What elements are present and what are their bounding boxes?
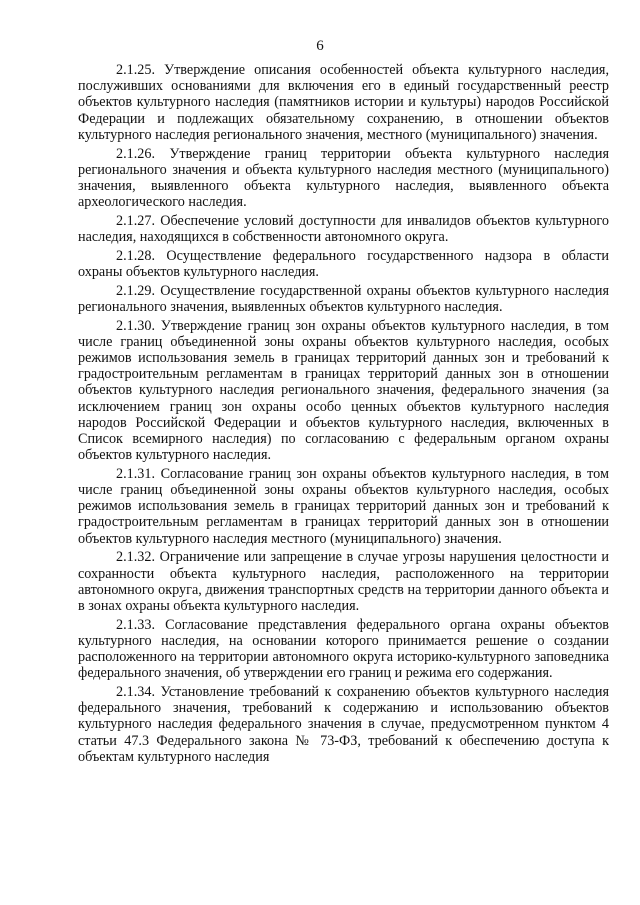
document-body [78,62,609,768]
paragraph-2-1-31: 2.1.31. Согласование границ зон охраны объектов культурного наследия, в том числе границ объединенной зоны охраны объектов культурного наследия, особых режимов использования земель в границах территорий данных зон и требований к градостроительным регламентам в границах территорий данных зон в отношении объектов культурного наследия местного (муниципального) значения. [78,465,609,547]
paragraph-2-1-26: 2.1.26. Утверждение границ территории объекта культурного наследия регионального значения и объекта культурного наследия местного (муниципального) значения, выявленного объекта культурного наследия, выявленного объекта археологического наследия. [78,145,609,211]
paragraph-2-1-25: 2.1.25. Утверждение описания особенностей объекта культурного наследия, послуживших основаниями для включения его в единый государственный реестр объектов культурного наследия (памятников истории и культуры) народов Российской Федерации и подлежащих обязательному сохранению, в отношении объектов культурного наследия регионального значения, местного (муниципального) значения. [78,62,609,143]
paragraph-2-1-28: 2.1.28. Осуществление федерального государственного надзора в области охраны объектов культурного наследия. [78,247,609,280]
paragraph-2-1-34: 2.1.34. Установление требований к сохранению объектов культурного наследия федерального значения, требований к содержанию и использованию объектов культурного наследия федерального значения в случае, предусмотренном пунктом 4 статьи 47.3 Федерального закона № 73-ФЗ, требований к обеспечению доступа к объектам культурного наследия [78,684,609,765]
paragraph-2-1-33: 2.1.33. Согласование представления федерального органа охраны объектов культурного наследия, на основании которого принимается решение о создании расположенного на территории автономного округа историко-культурного заповедника федерального значения, об утверждении его границ и режима его содержания. [78,616,609,682]
paragraph-2-1-32: 2.1.32. Ограничение или запрещение в случае угрозы нарушения целостности и сохранности объекта культурного наследия, расположенного на территории автономного округа, движения транспортных средств на территории данного объекта и в зонах охраны объекта культурного наследия. [78,549,609,614]
paragraph-2-1-29: 2.1.29. Осуществление государственной охраны объектов культурного наследия регионального значения, выявленных объектов культурного наследия. [78,282,609,315]
page-number: 6 [316,38,324,54]
paragraph-2-1-30: 2.1.30. Утверждение границ зон охраны объектов культурного наследия, в том числе границ объединенной зоны охраны объектов культурного наследия, особых режимов использования земель в границах территорий данных зон и требований к градостроительным регламентам в границах территорий данных зон в отношении объектов культурного наследия регионального значения, федерального значения (за исключением границ зон охраны особо ценных объектов культурного наследия народов Российской Федерации и объектов культурного наследия, включенных в Список всемирного наследия) по согласованию с федеральным органом охраны объектов культурного наследия. [78,317,609,464]
paragraph-2-1-27: 2.1.27. Обеспечение условий доступности для инвалидов объектов культурного наследия, находящихся в собственности автономного округа. [78,212,609,246]
